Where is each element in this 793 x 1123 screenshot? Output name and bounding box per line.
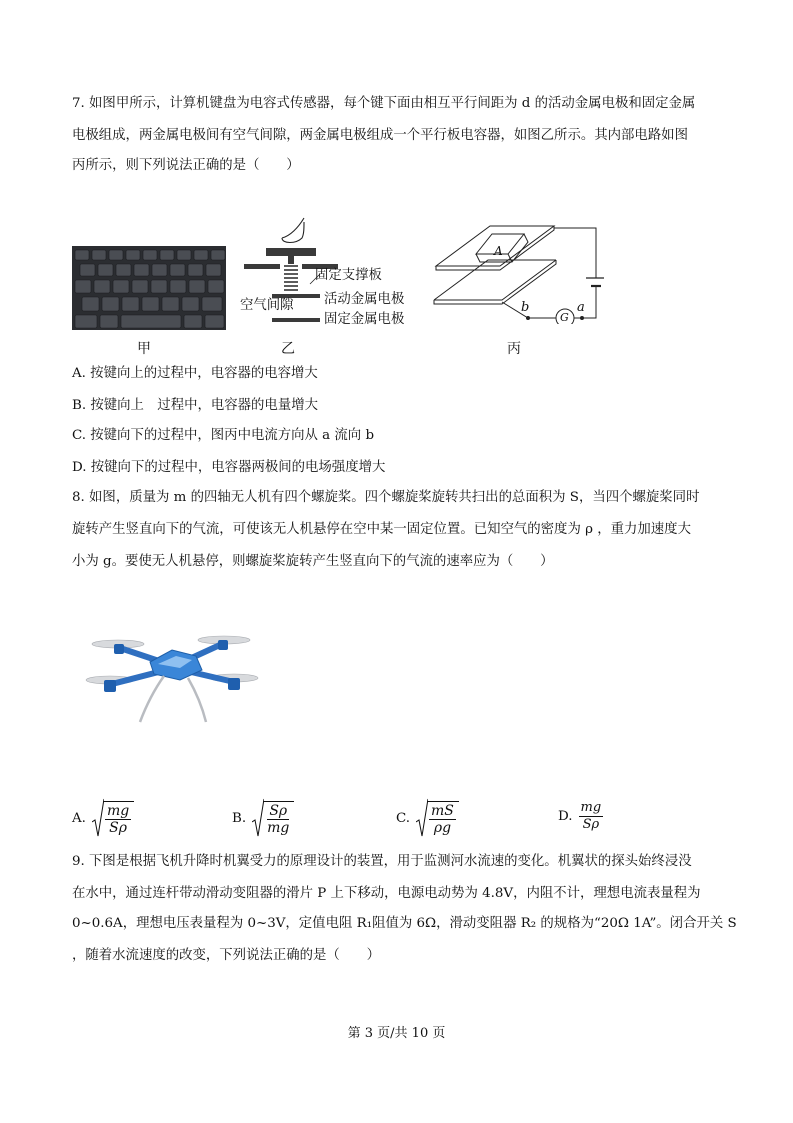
q9-line-1: 9. 下图是根据飞机升降时机翼受力的原理设计的装置，用于监测河水流速的变化。机翼状的探头始终浸没 [72, 854, 692, 869]
q8-option-b [232, 798, 294, 838]
q8-option-c-label: C. [396, 810, 411, 826]
label-fixed-support-plate: 固定支撑板 [315, 268, 382, 283]
label-point-a: a [577, 300, 585, 315]
galvanometer-icon: G [560, 311, 569, 324]
q8-option-b-label: B. [232, 810, 247, 826]
label-fixed-electrode: 固定金属电极 [324, 312, 405, 327]
q8-option-a [72, 798, 134, 838]
sqrt-sign [92, 798, 134, 838]
q8-option-d-denominator: Sρ [582, 817, 600, 832]
q9-line-3: 0~0.6A，理想电压表量程为 0~3V，定值电阻 R₁阻值为 6Ω，滑动变阻器 R₂ 的规格为“20Ω 1A”。闭合开关 S [72, 916, 737, 931]
q8-option-a-numerator: mg [106, 802, 130, 819]
caption-yi: 乙 [281, 341, 295, 357]
keyboard-photo [72, 246, 226, 330]
sqrt-sign [252, 798, 294, 838]
label-key-A: A [494, 244, 503, 258]
q7-line-1: 7. 如图甲所示，计算机键盘为电容式传感器，每个键下面由相互平行间距为 d 的活动金属电极和固定金属 [72, 96, 696, 111]
q9-line-4: ，随着水流速度的改变，下列说法正确的是（ ） [72, 948, 380, 963]
q8-option-d-numerator: mg [580, 800, 602, 815]
drone-image [84, 626, 264, 726]
sqrt-sign [416, 798, 459, 838]
q7-option-c: C. 按键向下的过程中，图丙中电流方向从 a 流向 b [72, 428, 375, 443]
q8-line-3: 小为 g。要使无人机悬停，则螺旋桨旋转产生竖直向下的气流的速率应为（ ） [72, 554, 554, 569]
q8-option-b-denominator: mg [267, 819, 290, 836]
q8-option-d-label: D. [558, 809, 573, 824]
label-point-b: b [521, 300, 530, 315]
label-air-gap: 空气间隙 [240, 298, 294, 313]
q7-line-3: 丙所示，则下列说法正确的是（ ） [72, 158, 300, 173]
caption-bing: 丙 [507, 341, 521, 357]
q8-option-c [396, 798, 459, 838]
caption-jia: 甲 [137, 341, 151, 357]
page-number: 第 3 页/共 10 页 [347, 1026, 446, 1041]
q8-option-b-numerator: Sρ [269, 802, 288, 819]
label-active-electrode: 活动金属电极 [324, 292, 405, 307]
q7-option-a: A. 按键向上的过程中，电容器的电容增大 [72, 366, 318, 381]
q8-option-c-numerator: mS [431, 802, 454, 819]
q8-option-a-label: A. [72, 810, 86, 826]
q7-option-d: D. 按键向下的过程中，电容器两极间的电场强度增大 [72, 460, 386, 475]
q8-option-c-denominator: ρg [433, 819, 452, 836]
q7-option-b: B. 按键向上 过程中，电容器的电量增大 [72, 398, 318, 413]
q9-line-2: 在水中，通过连杆带动滑动变阻器的滑片 P 上下移动，电源电动势为 4.8V，内阻不计，理想电流表量程为 [72, 886, 701, 901]
q8-line-1: 8. 如图，质量为 m 的四轴无人机有四个螺旋桨。四个螺旋桨旋转共扫出的总面积为 S，当四个螺旋桨同时 [72, 490, 700, 505]
q8-option-a-denominator: Sρ [109, 819, 127, 836]
q8-option-d [558, 800, 603, 833]
q8-line-2: 旋转产生竖直向下的气流，可使该无人机悬停在空中某一固定位置。已知空气的密度为 ρ ，重力加速度大 [72, 522, 691, 537]
q7-line-2: 电极组成，两金属电极间有空气间隙，两金属电极组成一个平行板电容器，如图乙所示。其内部电路如图 [72, 128, 688, 143]
